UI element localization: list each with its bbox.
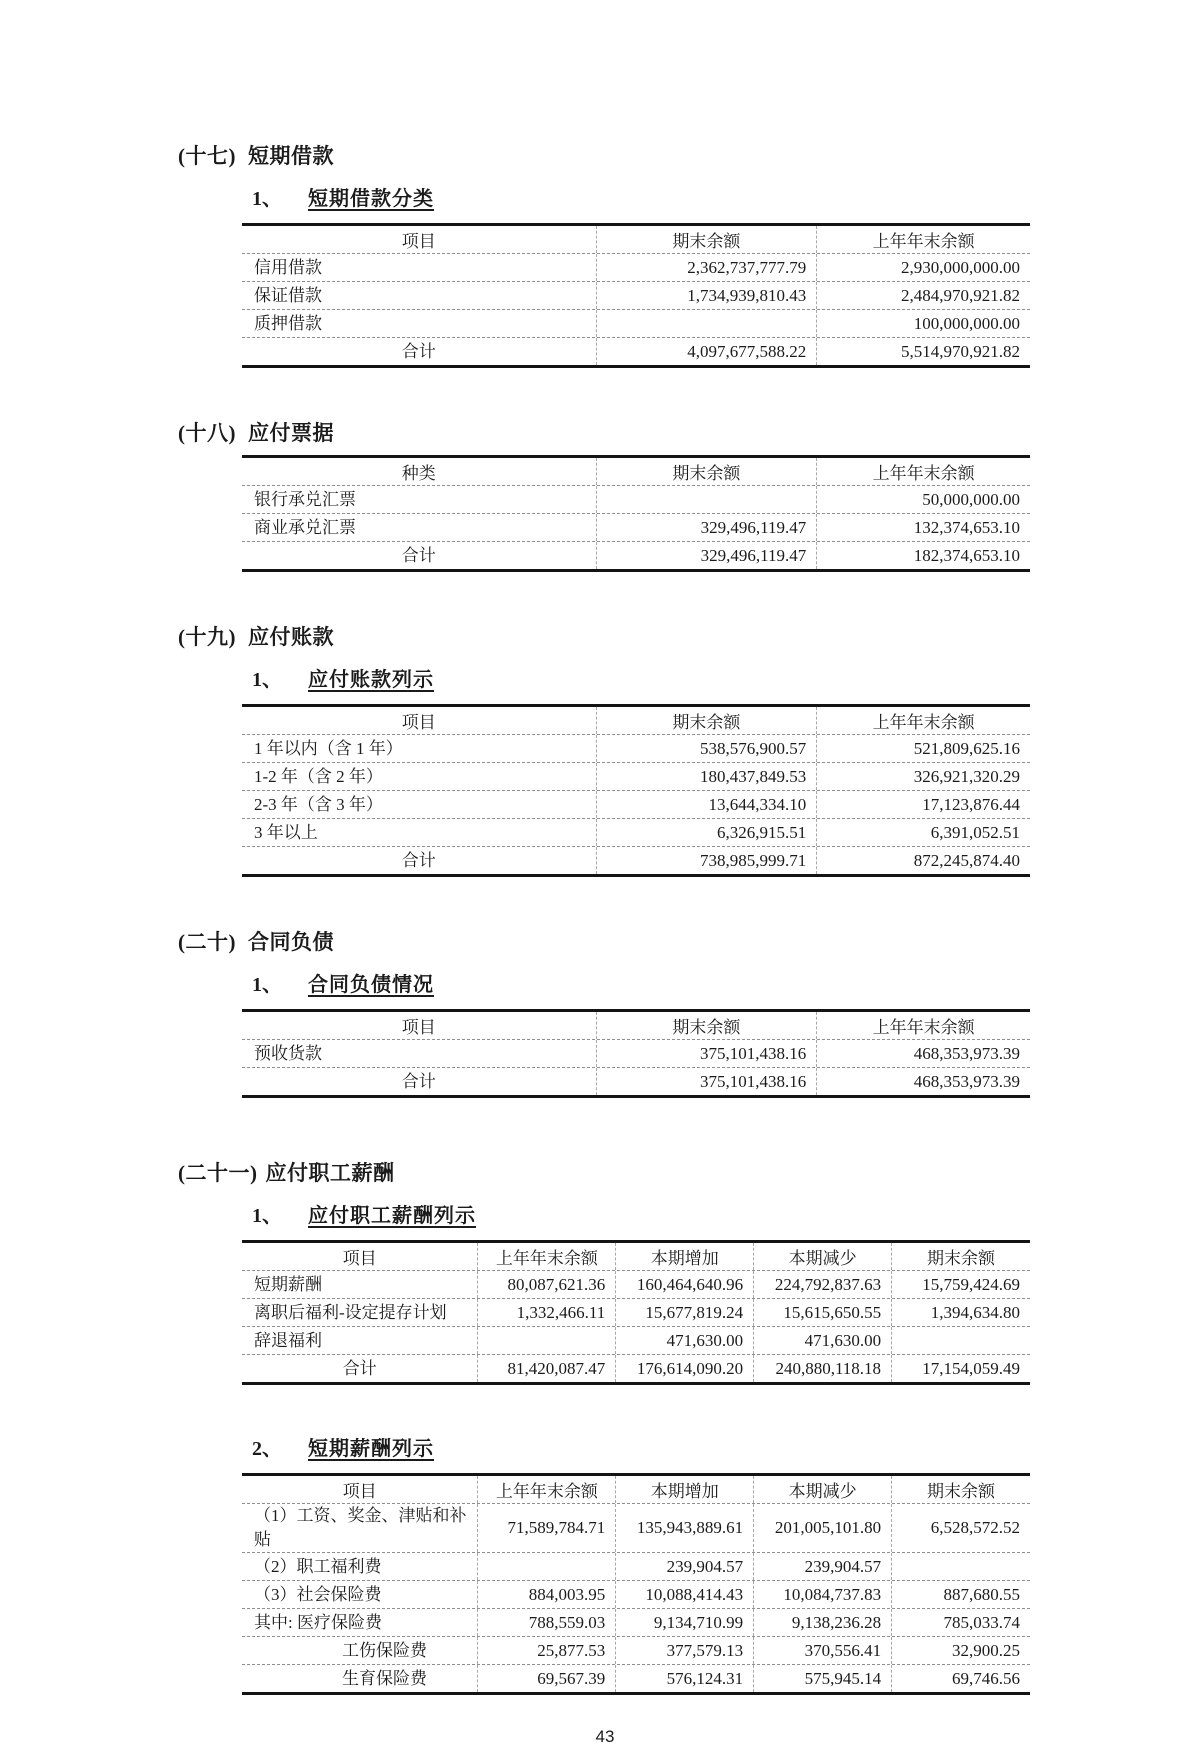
cell-value: 239,904.57 xyxy=(754,1553,892,1580)
table-row xyxy=(242,514,1030,542)
subsection-number: 1、 xyxy=(252,974,282,996)
table-row xyxy=(242,1665,1030,1692)
cell-value: 375,101,438.16 xyxy=(597,1040,818,1067)
row-label: 质押借款 xyxy=(242,310,597,337)
cell-value: 69,567.39 xyxy=(478,1665,616,1692)
header-cell: 期末余额 xyxy=(597,707,818,734)
section-heading-19 xyxy=(178,624,1032,650)
subsection-number: 1、 xyxy=(252,1205,282,1227)
cell-value: 15,615,650.55 xyxy=(754,1299,892,1326)
subsection-title: 短期薪酬列示 xyxy=(308,1438,434,1460)
cell-value: 575,945.14 xyxy=(754,1665,892,1692)
cell-value: 9,134,710.99 xyxy=(616,1609,754,1636)
table-header-row xyxy=(242,1012,1030,1040)
table-header-row xyxy=(242,707,1030,735)
subsection-heading-21-1 xyxy=(252,1204,1032,1229)
cell-value: 81,420,087.47 xyxy=(478,1355,616,1382)
subsection-heading-19-1 xyxy=(252,668,1032,693)
table-total-row xyxy=(242,542,1030,569)
section-heading-18 xyxy=(178,420,1032,446)
header-cell: 本期减少 xyxy=(754,1476,892,1503)
cell-value: 25,877.53 xyxy=(478,1637,616,1664)
cell-value: 180,437,849.53 xyxy=(597,763,818,790)
cell-value: 6,391,052.51 xyxy=(930,822,1020,842)
table-row xyxy=(242,1637,1030,1665)
subsection-title: 应付职工薪酬列示 xyxy=(308,1205,476,1227)
section-title: 应付账款 xyxy=(248,625,334,649)
row-label: 预收货款 xyxy=(242,1040,597,1067)
table-header-row xyxy=(242,458,1030,486)
table-header-row xyxy=(242,1243,1030,1271)
cell-value: 738,985,999.71 xyxy=(597,847,818,874)
cell-value: 15,759,424.69 xyxy=(922,1274,1020,1294)
header-cell: 项目 xyxy=(242,707,597,734)
row-label-total: 合计 xyxy=(242,542,597,569)
header-cell: 期末余额 xyxy=(597,1012,818,1039)
row-label: 短期薪酬 xyxy=(242,1271,478,1298)
table-row xyxy=(242,254,1030,282)
cell-value: 6,326,915.51 xyxy=(597,819,818,846)
cell-value: 6,528,572.52 xyxy=(930,1518,1020,1537)
cell-value: 5,514,970,921.82 xyxy=(900,341,1020,361)
row-label-total: 合计 xyxy=(242,338,597,365)
cell-value: 329,496,119.47 xyxy=(597,542,818,569)
table-row xyxy=(242,310,1030,338)
cell-value: 240,880,118.18 xyxy=(754,1355,892,1382)
cell-value: 538,576,900.57 xyxy=(597,735,818,762)
page-number: 43 xyxy=(595,1727,615,1746)
cell-value: 2,484,970,921.82 xyxy=(900,285,1020,305)
row-label-total: 合计 xyxy=(242,1355,478,1382)
cell-value: 182,374,653.10 xyxy=(913,545,1020,565)
cell-value xyxy=(478,1327,616,1354)
cell-value: 576,124.31 xyxy=(616,1665,754,1692)
section-title: 应付职工薪酬 xyxy=(265,1161,395,1185)
row-label: 其中: 医疗保险费 xyxy=(242,1609,478,1636)
cell-value: 201,005,101.80 xyxy=(754,1504,892,1552)
cell-value: 471,630.00 xyxy=(754,1327,892,1354)
subsection-heading-21-2 xyxy=(252,1437,1032,1462)
cell-value: 887,680.55 xyxy=(943,1584,1020,1604)
section-label: (二十一) xyxy=(178,1161,258,1185)
header-cell: 项目 xyxy=(242,1243,478,1270)
cell-value: 100,000,000.00 xyxy=(913,313,1020,333)
header-cell: 期末余额 xyxy=(927,1482,995,1501)
table-row xyxy=(242,1299,1030,1327)
cell-value: 468,353,973.39 xyxy=(913,1071,1020,1091)
header-cell: 上年年末余额 xyxy=(872,1018,975,1037)
table-contract-liabilities xyxy=(242,1009,1030,1098)
cell-value xyxy=(597,310,818,337)
cell-value: 71,589,784.71 xyxy=(478,1504,616,1552)
cell-value: 9,138,236.28 xyxy=(754,1609,892,1636)
cell-value: 471,630.00 xyxy=(616,1327,754,1354)
cell-value: 1,734,939,810.43 xyxy=(597,282,818,309)
table-row xyxy=(242,1504,1030,1553)
header-cell: 项目 xyxy=(242,226,597,253)
table-header-row xyxy=(242,1476,1030,1504)
subsection-number: 1、 xyxy=(252,188,282,210)
cell-value xyxy=(892,1327,1030,1354)
section-title: 合同负债 xyxy=(248,930,334,954)
cell-value: 80,087,621.36 xyxy=(478,1271,616,1298)
table-notes-payable xyxy=(242,455,1030,572)
section-heading-17 xyxy=(178,143,1032,169)
row-label: （2）职工福利费 xyxy=(242,1553,478,1580)
table-row xyxy=(242,1609,1030,1637)
subsection-number: 2、 xyxy=(252,1438,282,1460)
cell-value: 10,084,737.83 xyxy=(754,1581,892,1608)
table-row xyxy=(242,282,1030,310)
header-cell: 期末余额 xyxy=(927,1249,995,1268)
row-label: 2-3 年（含 3 年） xyxy=(242,791,597,818)
cell-value xyxy=(892,1553,1030,1580)
table-row xyxy=(242,1581,1030,1609)
section-title: 短期借款 xyxy=(248,144,334,168)
cell-value: 135,943,889.61 xyxy=(616,1504,754,1552)
table-accounts-payable xyxy=(242,704,1030,877)
table-header-row xyxy=(242,226,1030,254)
cell-value: 375,101,438.16 xyxy=(597,1068,818,1095)
section-heading-20 xyxy=(178,929,1032,955)
subsection-heading-17-1 xyxy=(252,187,1032,212)
row-label: 1-2 年（含 2 年） xyxy=(242,763,597,790)
row-label: 工伤保险费 xyxy=(242,1637,478,1664)
table-row xyxy=(242,1553,1030,1581)
cell-value: 32,900.25 xyxy=(951,1640,1020,1660)
cell-value: 2,362,737,777.79 xyxy=(597,254,818,281)
cell-value xyxy=(597,486,818,513)
cell-value: 17,123,876.44 xyxy=(922,794,1020,814)
table-row xyxy=(242,1271,1030,1299)
header-cell: 上年年末余额 xyxy=(478,1243,616,1270)
cell-value xyxy=(478,1553,616,1580)
section-heading-21 xyxy=(178,1160,1032,1186)
table-row xyxy=(242,819,1030,847)
header-cell: 本期减少 xyxy=(754,1243,892,1270)
header-cell: 本期增加 xyxy=(616,1476,754,1503)
cell-value: 239,904.57 xyxy=(616,1553,754,1580)
section-label: (二十) xyxy=(178,930,236,954)
table-total-row xyxy=(242,1068,1030,1095)
cell-value: 176,614,090.20 xyxy=(616,1355,754,1382)
header-cell: 上年年末余额 xyxy=(872,713,975,732)
table-short-term-compensation xyxy=(242,1473,1030,1695)
row-label: 1 年以内（含 1 年） xyxy=(242,735,597,762)
table-row xyxy=(242,791,1030,819)
header-cell: 项目 xyxy=(242,1476,478,1503)
subsection-title: 合同负债情况 xyxy=(308,974,434,996)
table-employee-compensation xyxy=(242,1240,1030,1385)
subsection-heading-20-1 xyxy=(252,973,1032,998)
subsection-title: 应付账款列示 xyxy=(308,669,434,691)
row-label: 辞退福利 xyxy=(242,1327,478,1354)
header-cell: 项目 xyxy=(242,1012,597,1039)
cell-value: 10,088,414.43 xyxy=(616,1581,754,1608)
cell-value: 326,921,320.29 xyxy=(913,766,1020,786)
cell-value: 4,097,677,588.22 xyxy=(597,338,818,365)
header-cell: 期末余额 xyxy=(597,226,818,253)
subsection-number: 1、 xyxy=(252,669,282,691)
cell-value: 377,579.13 xyxy=(616,1637,754,1664)
row-label: 保证借款 xyxy=(242,282,597,309)
table-row xyxy=(242,1327,1030,1355)
header-cell: 上年年末余额 xyxy=(872,464,975,483)
subsection-title: 短期借款分类 xyxy=(308,188,434,210)
row-label: 3 年以上 xyxy=(242,819,597,846)
table-row xyxy=(242,1040,1030,1068)
cell-value: 13,644,334.10 xyxy=(597,791,818,818)
section-label: (十七) xyxy=(178,144,236,168)
header-cell: 种类 xyxy=(242,458,597,485)
table-total-row xyxy=(242,847,1030,874)
cell-value: 872,245,874.40 xyxy=(913,850,1020,870)
cell-value: 15,677,819.24 xyxy=(616,1299,754,1326)
cell-value: 160,464,640.96 xyxy=(616,1271,754,1298)
cell-value: 884,003.95 xyxy=(478,1581,616,1608)
section-label: (十八) xyxy=(178,421,236,445)
table-short-term-borrowings xyxy=(242,223,1030,368)
row-label: 信用借款 xyxy=(242,254,597,281)
cell-value: 17,154,059.49 xyxy=(922,1358,1020,1378)
cell-value: 785,033.74 xyxy=(943,1612,1020,1632)
row-label-total: 合计 xyxy=(242,847,597,874)
cell-value: 2,930,000,000.00 xyxy=(900,257,1020,277)
cell-value: 370,556.41 xyxy=(754,1637,892,1664)
header-cell: 期末余额 xyxy=(597,458,818,485)
header-cell: 上年年末余额 xyxy=(872,232,975,251)
row-label: 生育保险费 xyxy=(242,1665,478,1692)
table-row xyxy=(242,735,1030,763)
cell-value: 224,792,837.63 xyxy=(754,1271,892,1298)
cell-value: 329,496,119.47 xyxy=(597,514,818,541)
page-content xyxy=(178,143,1032,1747)
row-label: 银行承兑汇票 xyxy=(242,486,597,513)
table-row xyxy=(242,763,1030,791)
cell-value: 50,000,000.00 xyxy=(922,489,1020,509)
section-title: 应付票据 xyxy=(248,421,334,445)
row-label: （3）社会保险费 xyxy=(242,1581,478,1608)
table-total-row xyxy=(242,1355,1030,1382)
cell-value: 69,746.56 xyxy=(951,1668,1020,1688)
section-label: (十九) xyxy=(178,625,236,649)
row-label-total: 合计 xyxy=(242,1068,597,1095)
table-row xyxy=(242,486,1030,514)
row-label: 离职后福利-设定提存计划 xyxy=(242,1299,478,1326)
cell-value: 1,394,634.80 xyxy=(930,1302,1020,1322)
cell-value: 1,332,466.11 xyxy=(478,1299,616,1326)
cell-value: 521,809,625.16 xyxy=(913,738,1020,758)
cell-value: 132,374,653.10 xyxy=(913,517,1020,537)
row-label: （1）工资、奖金、津贴和补贴 xyxy=(242,1504,478,1552)
row-label: 商业承兑汇票 xyxy=(242,514,597,541)
header-cell: 上年年末余额 xyxy=(478,1476,616,1503)
cell-value: 788,559.03 xyxy=(478,1609,616,1636)
header-cell: 本期增加 xyxy=(616,1243,754,1270)
table-total-row xyxy=(242,338,1030,365)
cell-value: 468,353,973.39 xyxy=(913,1043,1020,1063)
